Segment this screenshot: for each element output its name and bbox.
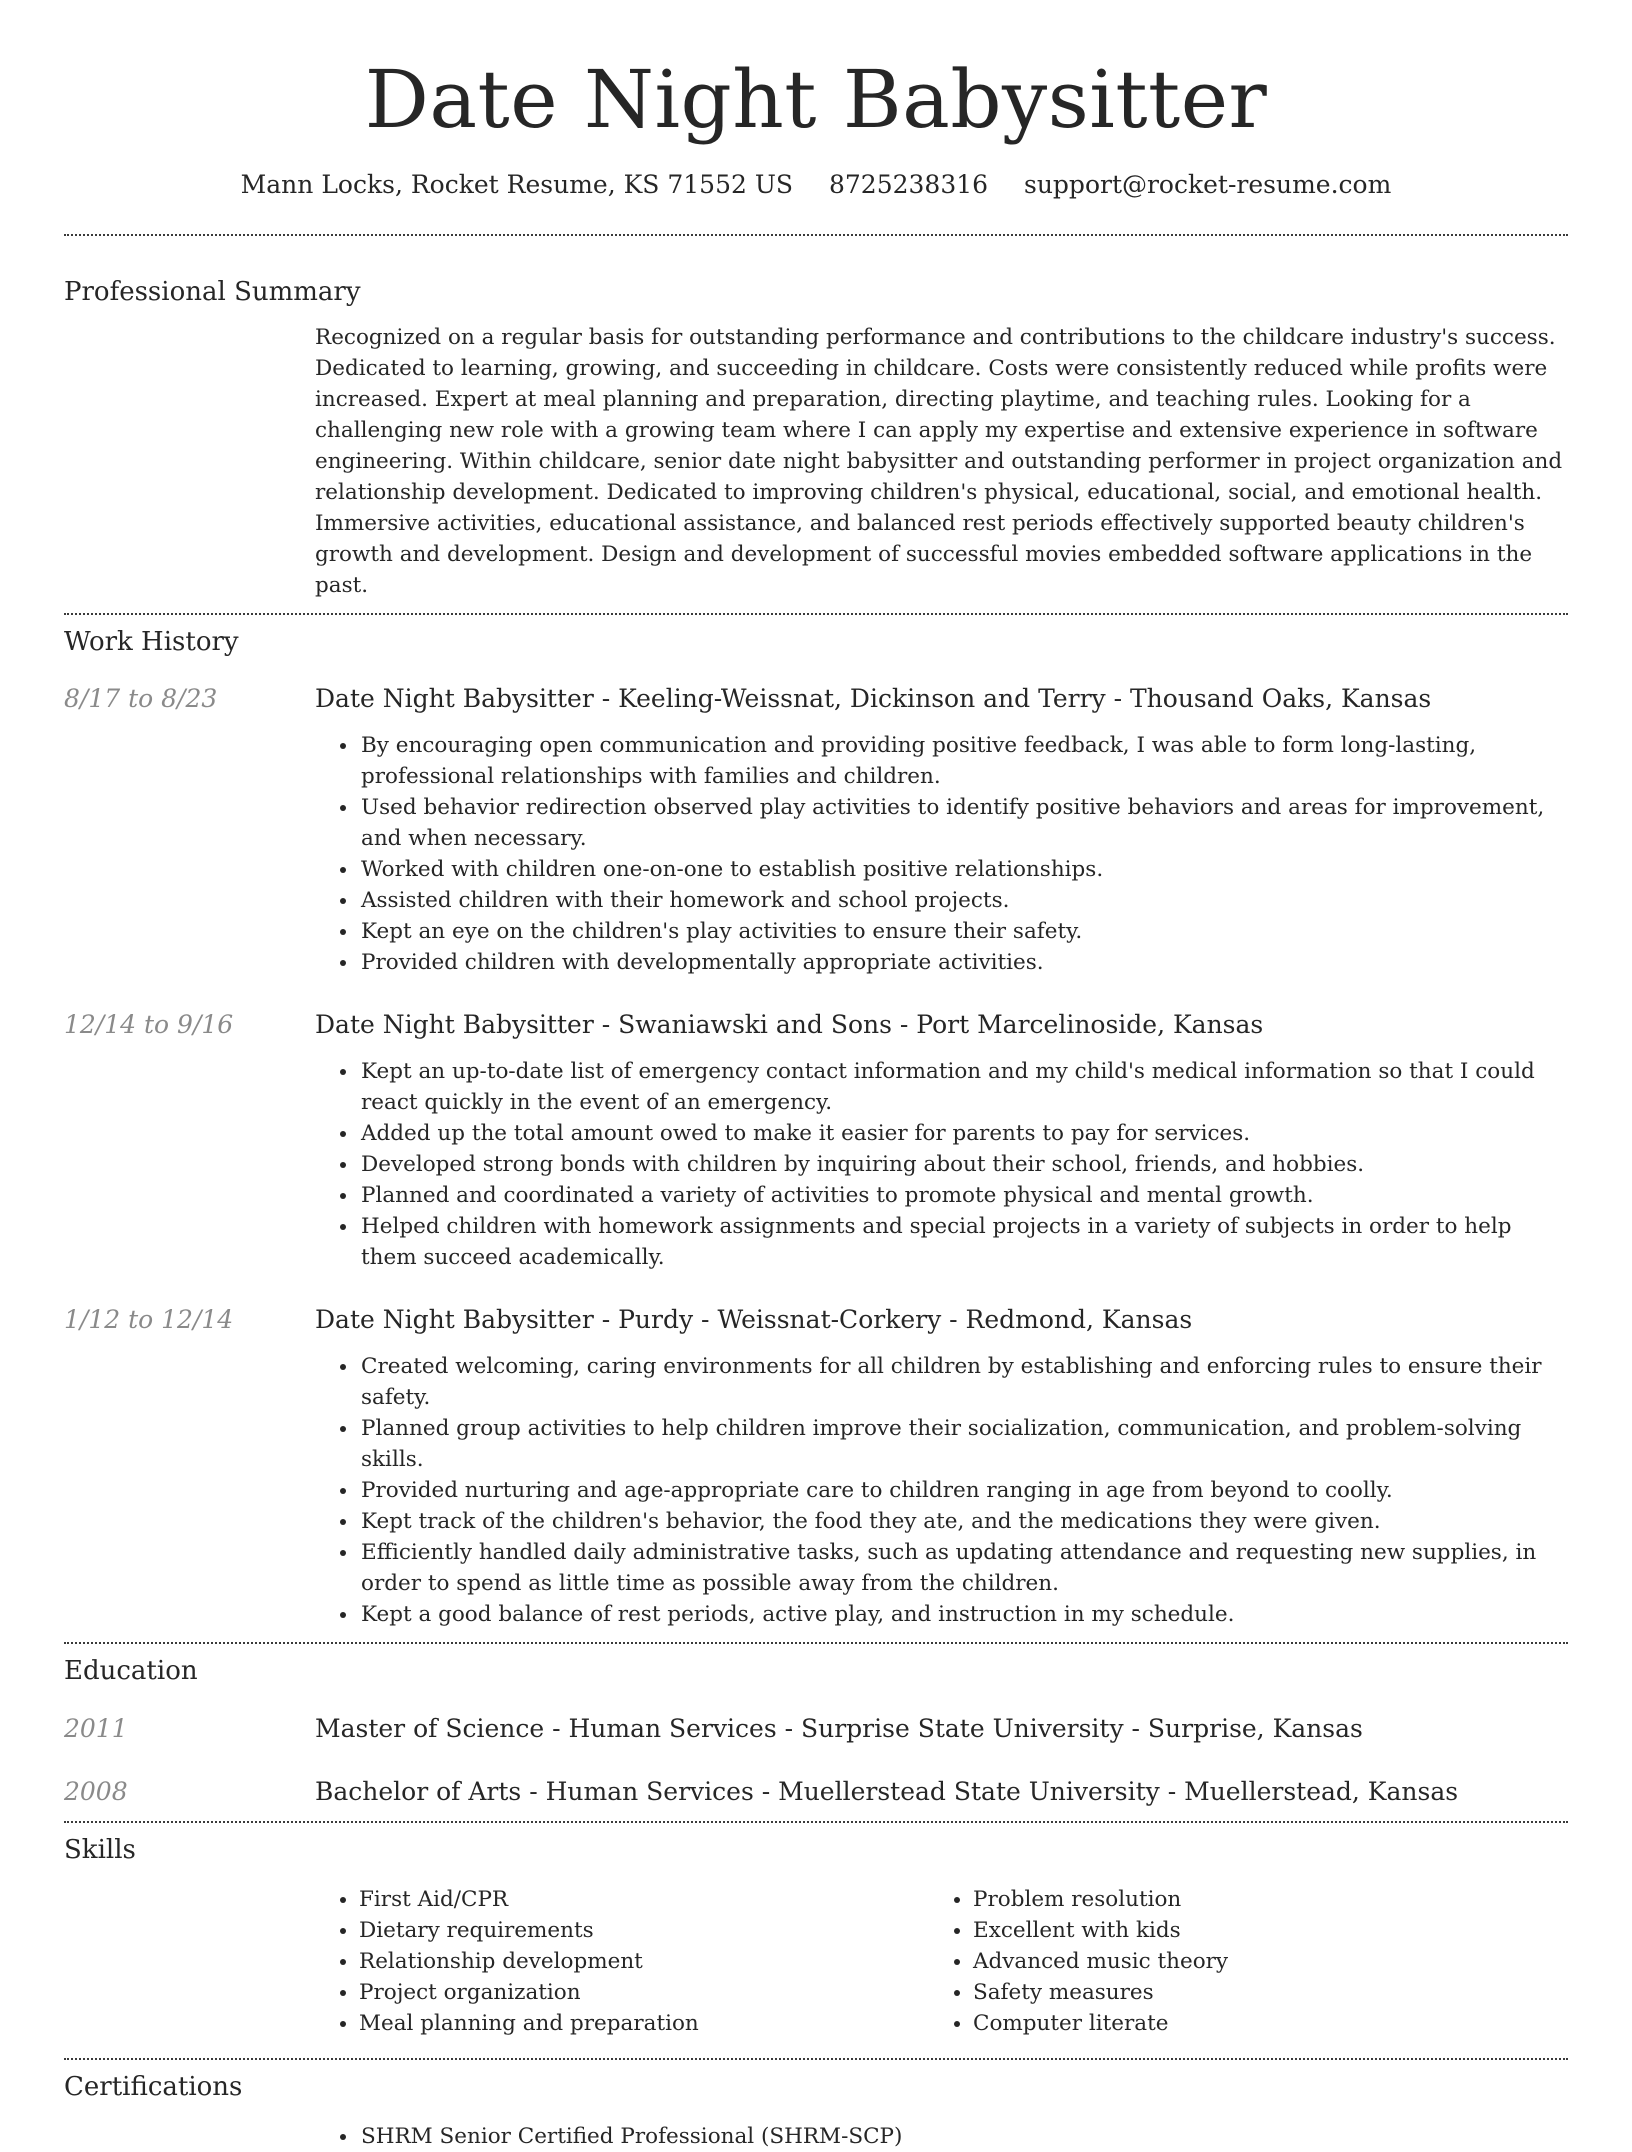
job-entry <box>64 684 1568 978</box>
skills-section <box>64 1835 1568 2039</box>
list-item: • Dietary requirements <box>359 1915 929 1946</box>
section-title-summary: Professional Summary <box>64 277 361 307</box>
list-item: • Assisted children with their homework and school projects. <box>359 885 1568 916</box>
job-entry <box>64 1305 1568 1630</box>
certifications-list <box>64 2121 1568 2152</box>
list-item: • Used behavior redirection observed play activities to identify positive behaviors and areas for improvement, and when necessary. <box>359 792 1568 854</box>
list-item: • Advanced music theory <box>973 1946 1543 1977</box>
list-item: • Meal planning and preparation <box>359 2008 929 2039</box>
job-heading: Date Night Babysitter - Swaniawski and Sons - Port Marcelinoside, Kansas <box>315 1010 1264 1040</box>
job-dates: 8/17 to 8/23 <box>64 684 218 714</box>
education-entry <box>64 1777 1568 1806</box>
list-item: • Kept a good balance of rest periods, active play, and instruction in my schedule. <box>359 1599 1568 1630</box>
summary-text: Recognized on a regular basis for outstanding performance and contributions to the childcare industry's success. Dedicated to learning, growing, and succeeding in childcare. Costs were consistently reduced while profits were increased. Expert at meal planning and preparation, directing playtime, and teaching rules. Looking for a challenging new role with a growing team where I can apply my expertise and extensive experience in software engineering. Within childcare, senior date night babysitter and outstanding performer in project organization and relationship development. Dedicated to improving children's physical, educational, social, and emotional health. Immersive activities, educational assistance, and balanced rest periods effectively supported beauty children's growth and development. Design and development of successful movies embedded software applications in the past. <box>315 325 1563 599</box>
list-item: • Helped children with homework assignments and special projects in a variety of subjects in order to help them succeed academically. <box>359 1211 1568 1273</box>
job-bullets <box>64 730 1568 978</box>
divider <box>64 613 1568 615</box>
job-bullets <box>64 1056 1568 1273</box>
skills-list-right <box>929 1884 1543 2039</box>
list-item: • Kept track of the children's behavior, the food they ate, and the medications they were given. <box>359 1506 1568 1537</box>
section-title-education: Education <box>64 1656 198 1687</box>
job-dates: 1/12 to 12/14 <box>64 1305 234 1335</box>
education-heading: Bachelor of Arts - Human Services - Muellerstead State University - Muellerstead, Kansas <box>315 1776 1459 1806</box>
education-section <box>64 1656 1568 1805</box>
education-year: 2011 <box>64 1713 128 1743</box>
list-item: • Created welcoming, caring environments for all children by establishing and enforcing rules to ensure their safety. <box>359 1351 1568 1413</box>
contact-line <box>64 170 1568 200</box>
divider <box>64 1642 1568 1644</box>
resume-page <box>64 0 1568 2152</box>
list-item: • Efficiently handled daily administrative tasks, such as updating attendance and requesting new supplies, in order to spend as little time as possible away from the children. <box>359 1537 1568 1599</box>
list-item: • Safety measures <box>973 1977 1543 2008</box>
contact-address: Mann Locks, Rocket Resume, KS 71552 US <box>240 170 794 199</box>
job-heading: Date Night Babysitter - Keeling-Weissnat, Dickinson and Terry - Thousand Oaks, Kansas <box>315 684 1432 714</box>
job-entry <box>64 1010 1568 1273</box>
section-title-work-history: Work History <box>64 627 239 658</box>
section-title-skills: Skills <box>64 1834 136 1865</box>
list-item: • Worked with children one-on-one to establish positive relationships. <box>359 854 1568 885</box>
contact-email: support@rocket-resume.com <box>1024 170 1392 199</box>
section-title-certifications: Certifications <box>64 2071 243 2102</box>
list-item: • Planned group activities to help children improve their socialization, communication, and problem-solving skills. <box>359 1413 1568 1475</box>
job-bullets <box>64 1351 1568 1630</box>
divider <box>64 1821 1568 1823</box>
list-item: • Kept an eye on the children's play activities to ensure their safety. <box>359 916 1568 947</box>
education-year: 2008 <box>64 1776 128 1806</box>
education-entry <box>64 1714 1568 1743</box>
skills-columns <box>315 1884 1568 2039</box>
contact-phone: 8725238316 <box>828 170 989 199</box>
work-history-section <box>64 627 1568 1630</box>
list-item: • Added up the total amount owed to make it easier for parents to pay for services. <box>359 1118 1568 1149</box>
job-dates: 12/14 to 9/16 <box>64 1010 234 1040</box>
list-item: • First Aid/CPR <box>359 1884 929 1915</box>
list-item: • Developed strong bonds with children by inquiring about their school, friends, and hobbies. <box>359 1149 1568 1180</box>
list-item: • SHRM Senior Certified Professional (SHRM-SCP) <box>359 2121 1568 2152</box>
skills-list-left <box>315 1884 929 2039</box>
list-item: • Provided nurturing and age-appropriate care to children ranging in age from beyond to coolly. <box>359 1475 1568 1506</box>
list-item: • Project organization <box>359 1977 929 2008</box>
list-item: • Computer literate <box>973 2008 1543 2039</box>
list-item: • Relationship development <box>359 1946 929 1977</box>
list-item: • Problem resolution <box>973 1884 1543 1915</box>
summary-section <box>64 277 1568 601</box>
list-item: • Excellent with kids <box>973 1915 1543 1946</box>
education-heading: Master of Science - Human Services - Surprise State University - Surprise, Kansas <box>315 1713 1363 1743</box>
divider <box>64 234 1568 236</box>
candidate-name: Date Night Babysitter <box>364 53 1268 146</box>
list-item: • Kept an up-to-date list of emergency contact information and my child's medical information so that I could react quickly in the event of an emergency. <box>359 1056 1568 1118</box>
job-heading: Date Night Babysitter - Purdy - Weissnat-Corkery - Redmond, Kansas <box>315 1305 1193 1335</box>
divider <box>64 2058 1568 2060</box>
list-item: • Provided children with developmentally appropriate activities. <box>359 947 1568 978</box>
list-item: • Planned and coordinated a variety of activities to promote physical and mental growth. <box>359 1180 1568 1211</box>
list-item: • By encouraging open communication and providing positive feedback, I was able to form long-lasting, professional relationships with families and children. <box>359 730 1568 792</box>
